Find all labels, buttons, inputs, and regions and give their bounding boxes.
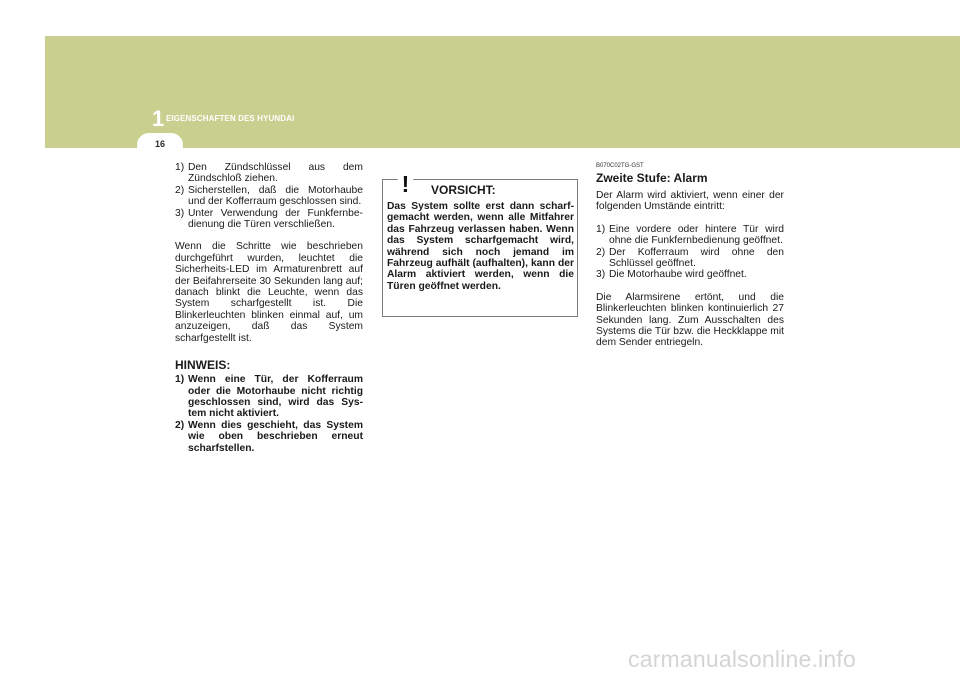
list-item bbox=[175, 420, 363, 454]
note-number: 1) bbox=[175, 374, 185, 386]
item-number: 3) bbox=[596, 269, 606, 281]
chapter-title: EIGENSCHAFTEN DES HYUNDAI bbox=[166, 114, 295, 123]
list-item bbox=[175, 208, 363, 231]
list-item bbox=[175, 374, 363, 420]
chapter-number: 1 bbox=[152, 106, 165, 131]
note-text: Wenn dies geschieht, das System wie oben beschrieben erneut scharfstellen. bbox=[188, 419, 363, 454]
led-paragraph: Wenn die Schritte wie beschrieben durchgeführt wurden, leuchtet die Sicherheits-LED im Armaturenbrett auf der Beifahrerseite 30 Sekunden lang auf; danach blinkt die Leuchte, wenn das System scharfgestellt ist. Die Blinkerleuchten blinken einmal auf, um anzuzeigen, daß das System scharfgestellt ist. bbox=[175, 241, 363, 344]
list-item bbox=[596, 247, 784, 270]
step-number: 1) bbox=[175, 162, 185, 173]
section-code: B070C02TG-GST bbox=[596, 163, 644, 169]
section-heading: Zweite Stufe: Alarm bbox=[596, 171, 708, 185]
step-text: Sicherstellen, daß die Motorhaube und der Kofferraum geschlossen sind. bbox=[188, 184, 363, 208]
alarm-trigger-list bbox=[596, 224, 784, 281]
step-text: Den Zündschlüssel aus dem Zündschloß ziehen. bbox=[188, 162, 363, 185]
intro-paragraph: Der Alarm wird aktiviert, wenn einer der folgenden Umstände eintritt: bbox=[596, 190, 784, 213]
right-column bbox=[596, 162, 784, 349]
item-text: Eine vordere oder hintere Tür wird ohne die Funkfernbedienung geöffnet. bbox=[609, 223, 784, 247]
note-text: Wenn eine Tür, der Kofferraum oder die Motorhaube nicht richtig geschlossen sind, wird das Sys-tem nicht aktiviert. bbox=[188, 374, 363, 420]
step-text: Unter Verwendung der Funkfernbe-dienung die Türen verschließen. bbox=[188, 207, 363, 231]
chapter-header-band bbox=[45, 36, 960, 148]
note-heading: HINWEIS: bbox=[175, 358, 231, 373]
warning-body: Das System sollte erst dann scharf-gemacht werden, wenn alle Mitfahrer das Fahrzeug verlassen haben. Wenn das System scharfgemacht wird, während sich noch jemand im Fahrzeug aufhält (aufhalten), kann der Alarm aktiviert werden, wenn die Türen geöffnet werden. bbox=[387, 201, 574, 292]
item-number: 1) bbox=[596, 223, 606, 235]
warning-triangle-icon bbox=[389, 167, 422, 196]
step-number: 2) bbox=[175, 184, 185, 196]
item-text: Die Motorhaube wird geöffnet. bbox=[609, 269, 747, 281]
step-number: 3) bbox=[175, 207, 185, 219]
list-item bbox=[175, 185, 363, 208]
siren-paragraph: Die Alarmsirene ertönt, und die Blinkerleuchten blinken kontinuierlich 27 Sekunden lang. Zum Ausschalten des Systems die Tür bzw. die Heckklappe mit dem Sender entriegeln. bbox=[596, 291, 784, 349]
warning-heading: VORSICHT: bbox=[431, 183, 496, 197]
item-number: 2) bbox=[596, 246, 606, 258]
note-number: 2) bbox=[175, 419, 185, 431]
left-column bbox=[175, 162, 363, 454]
note-list bbox=[175, 374, 363, 454]
warning-exclamation: ! bbox=[401, 171, 410, 196]
list-item bbox=[596, 224, 784, 247]
list-item bbox=[596, 269, 784, 280]
item-text: Der Kofferraum wird ohne den Schlüssel geöffnet. bbox=[609, 246, 784, 270]
watermark: carmanualsonline.info bbox=[628, 646, 856, 672]
page-number: 16 bbox=[154, 139, 165, 149]
step-list bbox=[175, 162, 363, 230]
list-item bbox=[175, 162, 363, 185]
